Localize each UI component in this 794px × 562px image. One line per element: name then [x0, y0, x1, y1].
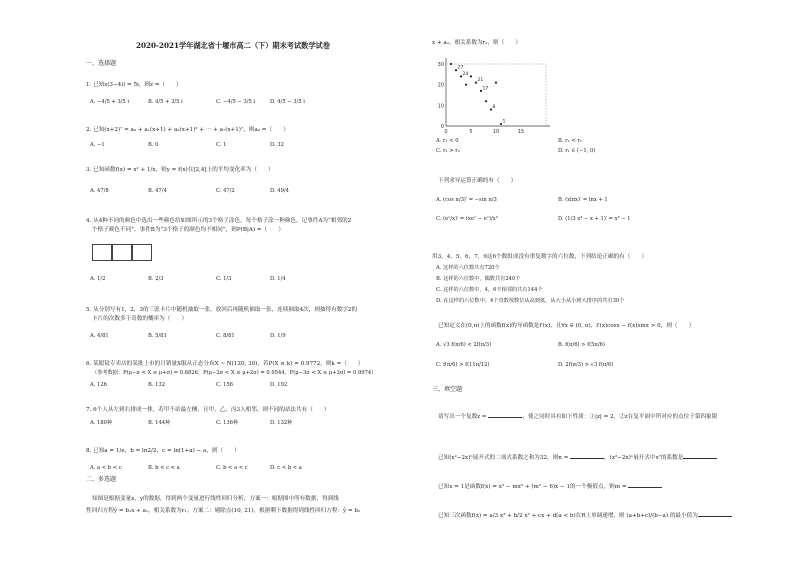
q12-option-b: B. f(π/6) > f(5π/6) [558, 342, 605, 348]
q2-option-b: B. 0 [148, 142, 159, 148]
q7-option-a: A. 180种 [90, 420, 113, 426]
y-tick-label: 20 [437, 82, 444, 89]
question-4-line1: 4. 从4种不同的颜色中选出一些颜色给如图所示的3个格子涂色，每个格子涂一种颜色，记事件A为“相邻的2 [86, 218, 352, 224]
q5-option-a: A. 4/81 [90, 333, 109, 339]
section-fill-blank: 三、填空题 [432, 386, 463, 393]
fill-2-blank-a[interactable] [570, 453, 604, 459]
q3-option-c: C. 47/2 [216, 188, 235, 194]
fill-3 [438, 482, 662, 491]
q12-option-d: D. 2f(π/3) > √3 f(π/6) [558, 362, 614, 368]
q4-option-b: B. 2/3 [148, 276, 164, 282]
grid-cell-2 [112, 244, 132, 261]
q2-option-d: D. 32 [270, 142, 284, 148]
q9-option-c: C. r₁ > r₂ [436, 148, 460, 154]
y-tick-label: 10 [437, 103, 444, 110]
y-tick-label: 30 [437, 62, 444, 68]
question-10: 下列求导运算正确的有（ ） [438, 178, 517, 184]
q5-option-c: C. 8/81 [216, 333, 235, 339]
exam-title: 2020-2021学年湖北省十堰市高二（下）期末考试数学试卷 [136, 41, 330, 50]
q10-option-c: C. (eˣ/x)′ = (xeˣ − eˣ)/x² [436, 216, 498, 222]
fill-1-blank[interactable] [488, 412, 522, 418]
q8-option-d: D. c < b < a [270, 465, 302, 471]
data-point [485, 100, 487, 102]
q9-option-b: B. r₁ < r₂ [558, 138, 582, 144]
q10-option-d: D. (1/3 x³ − x + 1)′ = x² − 1 [558, 216, 631, 222]
q11-option-c: C. 这样的六位数中，4，6不相邻的共有144个 [436, 287, 543, 293]
q8-option-c: C. b < a < c [216, 465, 248, 471]
q4-option-c: C. 1/3 [216, 276, 232, 282]
section-multi-choice: 二、多选题 [86, 476, 117, 483]
data-label: 24 [462, 71, 469, 77]
data-label: 1 [502, 119, 506, 125]
q3-option-a: A. 47/8 [90, 188, 109, 194]
q3-option-d: D. 49/4 [270, 188, 289, 194]
question-3: 3. 已知函数f(x) = x² + 1/x，则y = f(x)在[2,4]上的平均变化率为（ ） [86, 167, 274, 173]
question-2: 2. 已知(x+2)⁷ = a₀ + a₁(x+1) + a₂(x+1)² + ⋯ + a₇(x+1)⁷，则a₀ =（ ） [86, 127, 289, 133]
y-tick-label: 0 [440, 124, 444, 130]
fill-2 [438, 453, 717, 462]
q3-option-b: B. 47/4 [148, 188, 167, 194]
q10-option-a: A. (cos π/3)′ = −sin π/3 [436, 197, 497, 203]
q4-option-a: A. 1/2 [90, 276, 106, 282]
q7-option-c: C. 136种 [216, 420, 239, 426]
q5-option-d: D. 1/9 [270, 333, 286, 339]
data-label: 21 [477, 78, 484, 84]
fill-3-blank[interactable] [628, 482, 662, 488]
q6-option-d: D. 192 [270, 382, 288, 388]
q7-option-b: B. 144种 [148, 420, 171, 426]
question-12: 已知定义在(0,π)上的函数f(x)的导函数是f′(x)，且∀x ∈ (0, π)，f′(x)cosx − f(x)sinx > 0，则（ ） [438, 323, 695, 329]
section-choice: 一、选择题 [86, 60, 117, 67]
q10-option-b: B. (xlnx)′ = lnx + 1 [558, 197, 608, 203]
q7-option-d: D. 132种 [270, 420, 293, 426]
question-9-line1: 知图是根据变量x，y的数据，得到两个变量进行线性回归分析，方案一：根据图中所有数据，得到线 [92, 496, 339, 502]
q8-option-a: A. a < b < c [90, 465, 122, 471]
x-tick-label: 5 [469, 129, 473, 135]
question-7: 7. 6个人从左到右排成一排，若甲不站最左侧，且甲、乙、丙3人相邻，则不同的站法共有（ ） [86, 407, 330, 413]
q6-option-c: C. 156 [216, 382, 233, 388]
fill-4 [438, 511, 732, 520]
q5-option-b: B. 5/81 [148, 333, 167, 339]
fill-1-text-b: ，使之同时具有如下性质：①|z| = 2，②z在复平面中所对应的点位于第四象限 [522, 414, 718, 420]
q11-option-a: A. 这样的六位数共有720个 [436, 265, 500, 271]
q1-option-a: A. −4/5 + 3/5 i [90, 99, 130, 105]
fill-1 [438, 412, 717, 421]
q12-option-a: A. √3 f(π/6) < 2f(π/3) [436, 342, 492, 348]
question-1: 1. 已知z(3−4i) = 5i，则z =（ ） [86, 82, 182, 88]
data-label: 17 [482, 86, 489, 92]
question-8: 8. 已知a = 1/e，b = ln2/2，c = ln(1+a) − a，则（ ） [86, 448, 240, 454]
q1-option-d: D. 4/5 − 3/5 i [270, 99, 305, 105]
data-label: 8 [492, 104, 496, 110]
q2-option-c: C. 1 [216, 142, 227, 148]
q9-option-d: D. r₁ ∈ (−1, 0) [558, 148, 596, 154]
q11-option-d: D. 在这样的六位数中，4个奇数按数位从高到低、从大小从小到大排序的共有30个 [436, 298, 625, 304]
fill-1-text-a: 请写出一个复数z = [438, 414, 489, 420]
q9-option-a: A. r₁ < 0 [436, 138, 459, 144]
data-point [495, 82, 497, 84]
fill-2-text-a: 已知(x²−2x)ⁿ展开式的二项式系数之和为32，则n = [438, 455, 571, 461]
three-grid-figure [92, 244, 152, 261]
question-6-line1: 6. 某眼镜专卖店的某批上市的月销量X服从正态分布X ~ N(120, 30)，若P(X ≤ k) = 0.9772，则k =（ ） [86, 361, 364, 367]
fill-3-text-a: 已知x = 1是函数f(x) = x³ − mx² + (m² − 6)x − 1的一个极值点，则m = [438, 484, 629, 490]
question-9-line2: 性回归方程ŷ = b₁x + a₁，相关系数为r₁；方案二：剔除点(10, 21)，根据剩下数据得到线性回归方程：ŷ = b₂ [86, 508, 361, 514]
data-point [470, 75, 472, 77]
q6-option-b: B. 132 [148, 382, 166, 388]
fill-4-text-a: 已知三次函数f(x) = a/3 x³ + b/2 x² + cx + d(a < b)在R上单调递增，则 (a+b+c)/(b−a) 的最小值为 [438, 513, 698, 519]
question-6-line2: （参考数据：P(μ−σ < X ≤ μ+σ) = 0.6826，P(μ−2σ < X ≤ μ+2σ) = 0.9544，P(μ−3σ < X ≤ μ+3σ) = 0.9974） [92, 370, 377, 376]
q12-option-c: C. f(π/6) > f(11π/12) [436, 362, 490, 368]
q1-option-c: C. −4/5 − 3/5 i [216, 99, 256, 105]
data-point [450, 63, 452, 65]
grid-cell-1 [92, 244, 112, 261]
q4-option-d: D. 1/4 [270, 276, 286, 282]
right-column [432, 0, 782, 562]
x-tick-label: 10 [492, 129, 500, 135]
fill-2-blank-b[interactable] [683, 453, 717, 459]
question-4-line2: 个格子颜色不同”，事件B为“3个格子的颜色均不相同”，则P(B|A) =（ ） [92, 227, 284, 233]
q2-option-a: A. −1 [90, 142, 105, 148]
q6-option-a: A. 126 [90, 382, 107, 388]
fill-4-blank[interactable] [698, 511, 732, 517]
scatter-chart [432, 54, 552, 136]
x-tick-label: 15 [517, 129, 525, 135]
fill-2-text-b: ，(x²−2x)ⁿ展开式中x⁷的系数是 [604, 455, 684, 461]
grid-cell-3 [132, 244, 152, 261]
q11-option-b: B. 这样的六位数中，偶数共有240个 [436, 276, 521, 282]
question-5-line2: 卡片的次数多于奇数的概率为（ ） [92, 316, 188, 322]
q1-option-b: B. 4/5 + 3/5 i [148, 99, 183, 105]
question-5-line1: 5. 从分别写有1，2，3的三张卡片中随机抽取一张，放回后再随机抽取一张，连续抽取4次，则抽得有数字2的 [86, 307, 358, 313]
dashed-frame [446, 64, 546, 126]
data-point [465, 84, 467, 86]
question-11: 用3，4，5，6，7，9这6个数组成没有重复数字的六位数，下列结论正确的有（ ） [432, 254, 648, 260]
left-column [86, 0, 416, 562]
x-tick-label: 0 [444, 129, 448, 135]
q8-option-b: B. b < c < a [148, 465, 180, 471]
data-label: 27 [457, 65, 464, 71]
question-9-line3: x + a₂，相关系数为r₂，则（ ） [432, 40, 522, 46]
